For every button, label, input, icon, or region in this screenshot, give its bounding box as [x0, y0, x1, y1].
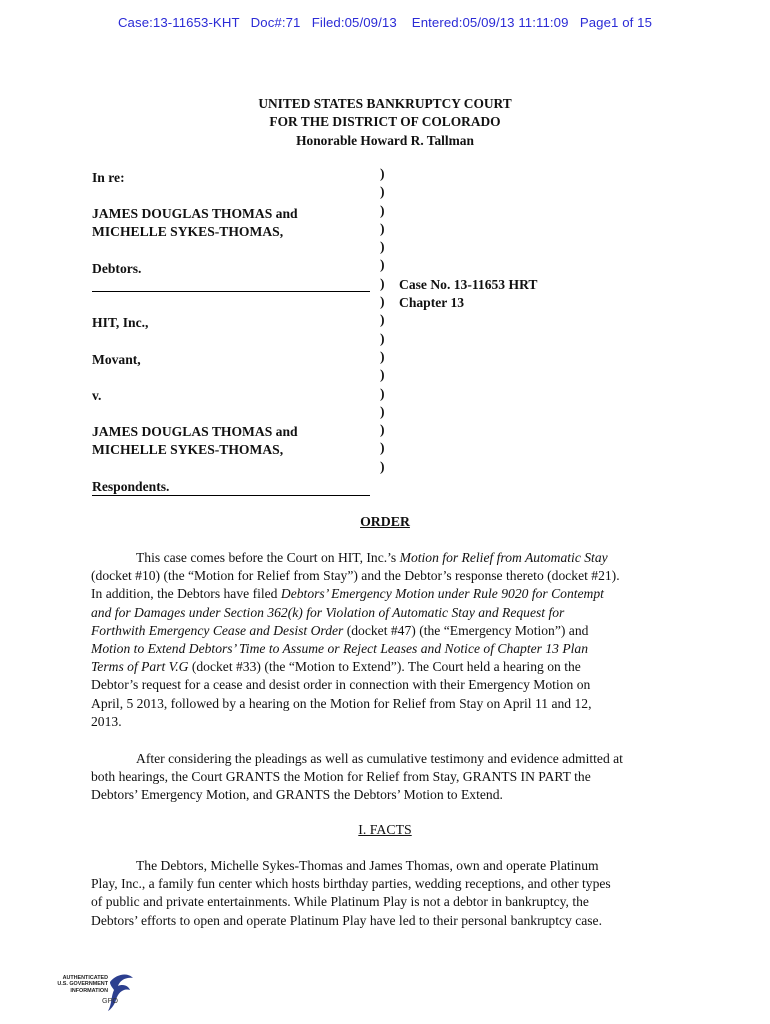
paren: ): [380, 294, 385, 310]
text-line: both hearings, the Court GRANTS the Motion for Relief from Stay, GRANTS IN PART the: [91, 769, 591, 785]
versus-label: v.: [92, 388, 102, 403]
text-line: Debtors’ Emergency Motion, and GRANTS the Debtors’ Motion to Extend.: [91, 787, 503, 803]
judge-name: Honorable Howard R. Tallman: [296, 132, 474, 148]
debtors-label: Debtors.: [92, 261, 142, 276]
seal-line: U.S. GOVERNMENT: [57, 981, 108, 988]
paren: ): [380, 330, 385, 346]
gpo-mark: GPO: [102, 996, 118, 1005]
text-line: After considering the pleadings as well as cumulative testimony and evidence admitted at: [136, 751, 623, 766]
seal-line: INFORMATION: [70, 987, 108, 994]
motion-title-italic: Terms of Part V.G: [91, 659, 189, 675]
motion-title-italic: Motion for Relief from Automatic Stay: [399, 550, 608, 565]
order-title: [0, 514, 770, 530]
motion-title-italic: Forthwith Emergency Cease and Desist Order: [91, 622, 344, 638]
paren: ): [380, 184, 385, 200]
text-run: (docket #47) (the “Emergency Motion”) and: [343, 622, 589, 638]
paragraph-facts: [91, 857, 691, 930]
paren: ): [380, 202, 385, 218]
paren: ): [380, 440, 385, 456]
text-run: (docket #33) (the “Motion to Extend”). The Court held a hearing on the: [188, 659, 581, 675]
court-district: FOR THE DISTRICT OF COLORADO: [269, 114, 501, 130]
seal-line: AUTHENTICATED: [62, 975, 108, 981]
paragraph-intro: [91, 549, 691, 731]
motion-title-italic: Motion to Extend Debtors’ Time to Assume or Reject Leases and Notice of Chapter 13 Plan: [91, 641, 589, 657]
motion-title-italic: Debtors’ Emergency Motion under Rule 9020 for Contempt: [280, 586, 604, 602]
text-line: (docket #10) (the “Motion for Relief from Stay”) and the Debtor’s response thereto (docket #21).: [91, 568, 620, 584]
paren: ): [380, 385, 385, 401]
paren: ): [380, 458, 385, 474]
paren: ): [380, 348, 385, 364]
paragraph-ruling: [91, 750, 691, 805]
section-heading-facts: [0, 822, 770, 838]
paren: ): [380, 312, 385, 328]
gpo-seal-text: [46, 975, 108, 994]
paren: ): [380, 367, 385, 383]
filing-stamp-header: Case:13-11653-KHT Doc#:71 Filed:05/09/13 Entered:05/09/13 11:11:09 Page1 of 15: [117, 15, 653, 30]
paren: ): [380, 220, 385, 236]
court-heading: [0, 95, 770, 150]
case-info: [399, 276, 537, 313]
motion-title-italic: and for Damages under Section 362(k) for Violation of Automatic Stay and Request for: [91, 604, 565, 620]
caption-bottom-rule: [92, 495, 370, 496]
movant-name: HIT, Inc.,: [92, 315, 149, 330]
paren: ): [380, 422, 385, 438]
text-line: Debtor’s request for a cease and desist order in connection with their Emergency Motion on: [91, 677, 591, 693]
paren: ): [380, 403, 385, 419]
text-line: of public and private entertainments. While Platinum Play is not a debtor in bankruptcy, the: [91, 894, 589, 910]
order-title-text: ORDER: [360, 514, 410, 529]
text-line: The Debtors, Michelle Sykes-Thomas and James Thomas, own and operate Platinum: [136, 858, 599, 873]
paren: ): [380, 166, 385, 181]
chapter-label: Chapter 13: [399, 295, 465, 311]
facts-title-text: I. FACTS: [358, 822, 412, 837]
court-name: UNITED STATES BANKRUPTCY COURT: [258, 96, 512, 111]
in-re-label: In re:: [92, 170, 125, 185]
gpo-authentication-seal: [46, 972, 136, 1014]
text-run: This case comes before the Court on HIT, Inc.’s: [136, 550, 400, 565]
caption-divider: [92, 291, 370, 292]
text-line: Play, Inc., a family fun center which hosts birthday parties, wedding receptions, and other types: [91, 876, 611, 892]
text-line: April, 5 2013, followed by a hearing on the Motion for Relief from Stay on April 11 and 12,: [91, 695, 592, 711]
debtor-name-line2: MICHELLE SYKES-THOMAS,: [92, 224, 284, 239]
text-line: 2013.: [91, 713, 122, 729]
movant-label: Movant,: [92, 352, 141, 367]
case-number: Case No. 13-11653 HRT: [399, 277, 538, 292]
text-run: In addition, the Debtors have filed: [91, 586, 281, 602]
respondent-name-line2: MICHELLE SYKES-THOMAS,: [92, 442, 284, 457]
text-line: Debtors’ efforts to open and operate Platinum Play have led to their personal bankruptcy case.: [91, 912, 602, 928]
respondent-name-line1: JAMES DOUGLAS THOMAS and: [92, 424, 298, 439]
respondents-label: Respondents.: [92, 479, 170, 494]
paren: ): [380, 257, 385, 273]
eagle-icon: [106, 972, 136, 1012]
paren: ): [380, 239, 385, 255]
caption-parenthesis-column: [380, 165, 385, 476]
paren: ): [380, 275, 385, 291]
debtor-name-line1: JAMES DOUGLAS THOMAS and: [92, 206, 298, 221]
